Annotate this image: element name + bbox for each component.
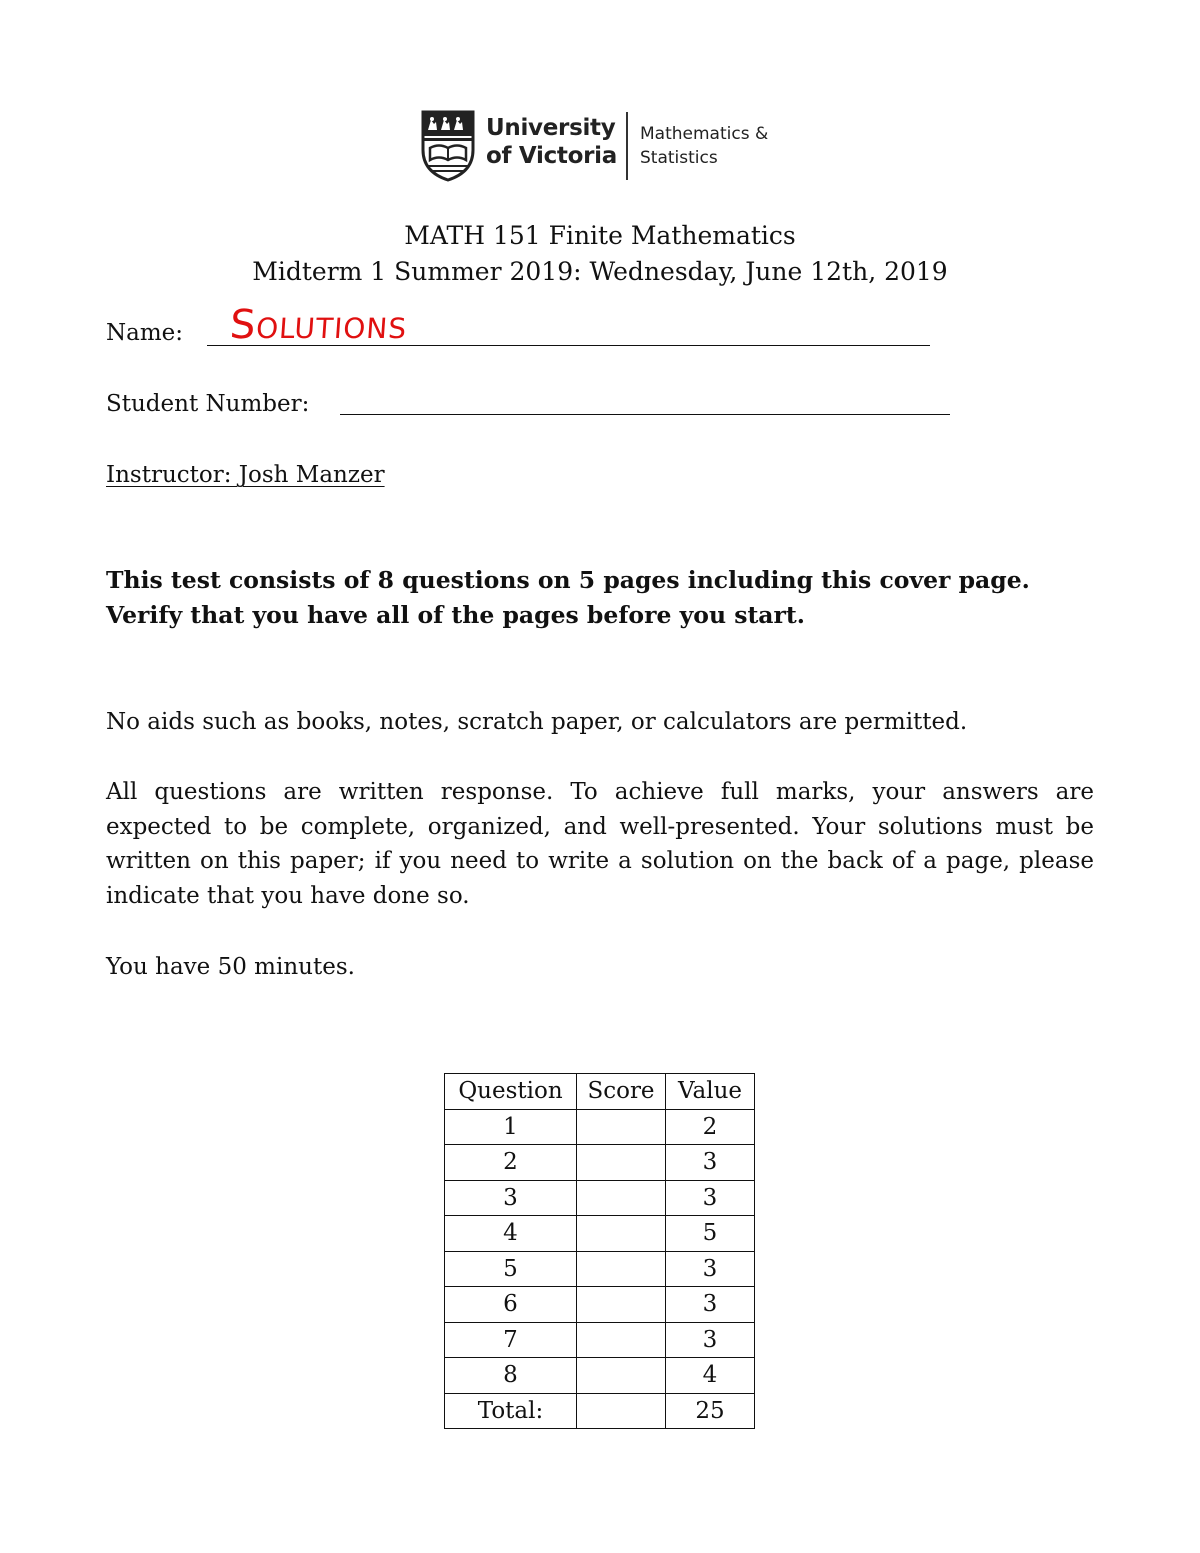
name-label: Name: <box>106 320 184 346</box>
table-row <box>445 1216 755 1252</box>
table-total-row <box>445 1393 755 1429</box>
course-title: MATH 151 Finite Mathematics <box>404 221 796 250</box>
score-cell[interactable] <box>577 1251 666 1287</box>
table-row <box>445 1322 755 1358</box>
exam-title: Midterm 1 Summer 2019: Wednesday, June 12th, 2019 <box>252 257 948 286</box>
total-value-cell: 25 <box>666 1393 755 1429</box>
table-row <box>445 1358 755 1394</box>
score-cell[interactable] <box>577 1358 666 1394</box>
written-response-instructions: All questions are written response. To achieve full marks, your answers are expected to be complete, organized, and well-presented. Your solutions must be written on this paper; if you need to write a solution on the back of a page, please indicate that you have done so. <box>106 779 1094 909</box>
table-row <box>445 1145 755 1181</box>
aids-policy: No aids such as books, notes, scratch paper, or calculators are permitted. <box>106 709 968 735</box>
question-number: 2 <box>445 1145 577 1181</box>
value-cell: 2 <box>666 1109 755 1145</box>
score-cell[interactable] <box>577 1287 666 1323</box>
time-limit: You have 50 minutes. <box>106 954 355 980</box>
table-header-row <box>445 1074 755 1110</box>
question-number: 1 <box>445 1109 577 1145</box>
table-row <box>445 1109 755 1145</box>
name-handwritten-value: Solutions <box>228 302 409 348</box>
university-logo <box>420 110 800 185</box>
value-cell: 3 <box>666 1251 755 1287</box>
score-cell[interactable] <box>577 1322 666 1358</box>
table-row <box>445 1180 755 1216</box>
test-overview-notice: This test consists of 8 questions on 5 pages including this cover page. Verify that you have all of the pages before you start. <box>106 566 1030 629</box>
value-cell: 3 <box>666 1322 755 1358</box>
table-row <box>445 1287 755 1323</box>
value-cell: 3 <box>666 1180 755 1216</box>
question-number: 5 <box>445 1251 577 1287</box>
question-number: 7 <box>445 1322 577 1358</box>
question-number: 4 <box>445 1216 577 1252</box>
column-header-question: Question <box>445 1074 577 1110</box>
score-table <box>444 1073 755 1429</box>
score-cell[interactable] <box>577 1109 666 1145</box>
question-number: 6 <box>445 1287 577 1323</box>
total-label: Total: <box>445 1393 577 1429</box>
instructor-label: Instructor: Josh Manzer <box>106 462 385 488</box>
university-name: University of Victoria <box>486 115 617 169</box>
value-cell: 3 <box>666 1145 755 1181</box>
question-number: 3 <box>445 1180 577 1216</box>
score-cell[interactable] <box>577 1180 666 1216</box>
crest-icon <box>420 110 476 182</box>
student-number-field[interactable] <box>340 414 950 415</box>
student-number-label: Student Number: <box>106 391 310 417</box>
column-header-value: Value <box>666 1074 755 1110</box>
table-row <box>445 1251 755 1287</box>
value-cell: 4 <box>666 1358 755 1394</box>
question-number: 8 <box>445 1358 577 1394</box>
value-cell: 5 <box>666 1216 755 1252</box>
total-score-cell[interactable] <box>577 1393 666 1429</box>
department-name: Mathematics & Statistics <box>640 124 769 168</box>
value-cell: 3 <box>666 1287 755 1323</box>
column-header-score: Score <box>577 1074 666 1110</box>
score-cell[interactable] <box>577 1145 666 1181</box>
logo-divider <box>626 112 628 180</box>
score-cell[interactable] <box>577 1216 666 1252</box>
